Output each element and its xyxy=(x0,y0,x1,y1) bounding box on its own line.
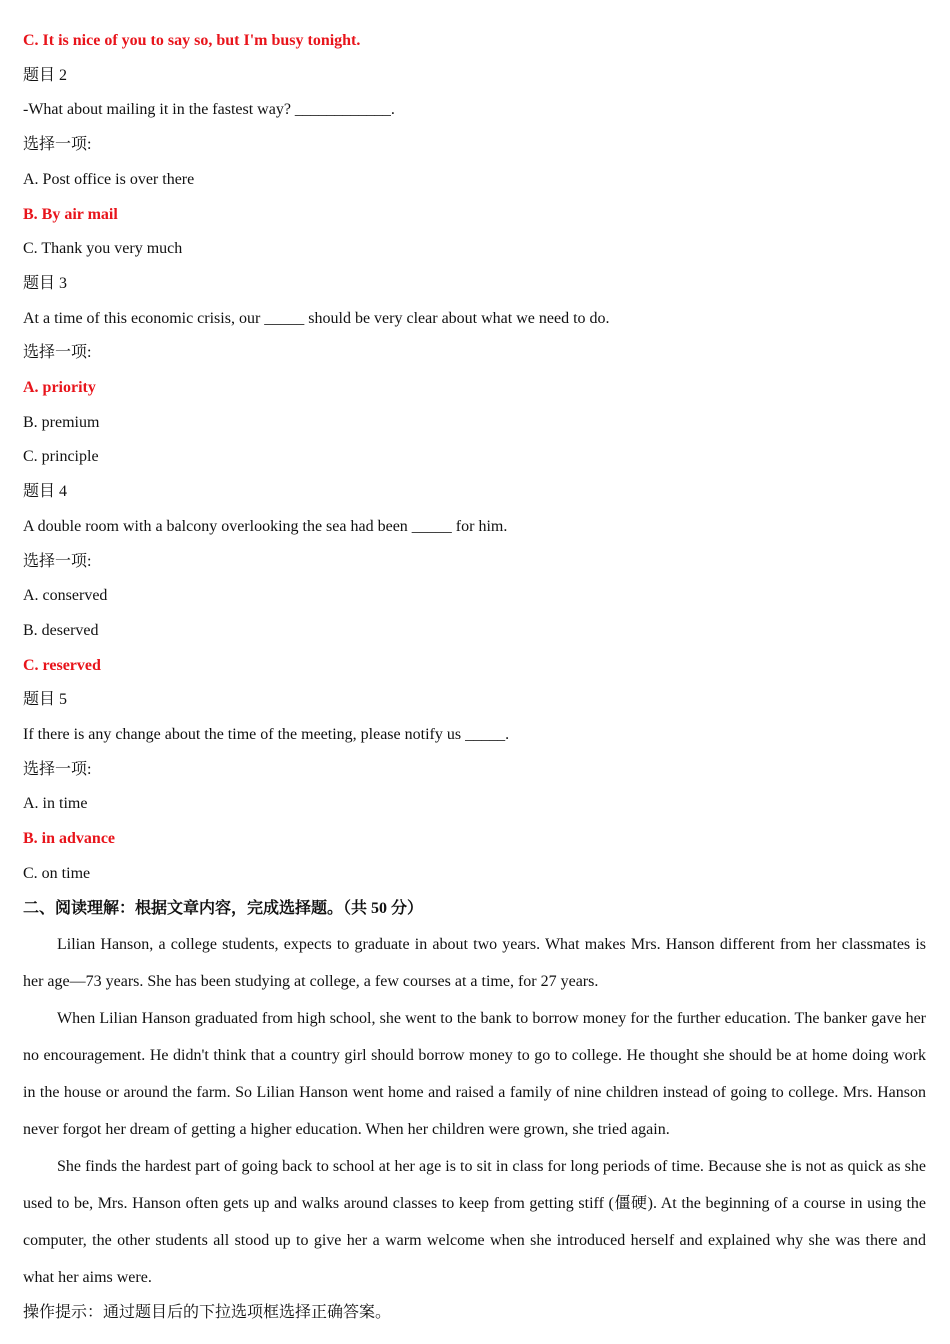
operation-hint: 操作提示：通过题目后的下拉选项框选择正确答案。 xyxy=(23,1304,392,1322)
q5-option-b-correct: B. in advance xyxy=(23,830,116,848)
q2-stem: -What about mailing it in the fastest way? ____________. xyxy=(23,101,395,119)
q2-option-c: C. Thank you very much xyxy=(23,240,183,258)
q4-option-a: A. conserved xyxy=(23,587,108,605)
q1-correct-option: C. It is nice of you to say so, but I'm busy tonight. xyxy=(23,32,361,49)
q5-stem: If there is any change about the time of the meeting, please notify us _____. xyxy=(23,726,510,744)
q5-label: 题目 5 xyxy=(23,691,68,709)
q3-label: 题目 3 xyxy=(23,274,68,292)
reading-paragraph-2: When Lilian Hanson graduated from high school, she went to the bank to borrow money for the further education. The banker gave her no encouragement. He didn't think that a country girl should borrow money to go to college. He thought she should be at home doing work in the house or around the farm. So Lilian Hanson went home and raised a family of nine children instead of going to college. Mrs. Hanson never forgot her dream of getting a higher education. When her children were grown, she tried again. xyxy=(23,1010,926,1139)
q4-label: 题目 4 xyxy=(23,483,68,501)
q5-prompt: 选择一项: xyxy=(23,760,92,778)
q2-option-a: A. Post office is over there xyxy=(23,170,195,188)
q5-option-c: C. on time xyxy=(23,864,91,882)
q3-option-c: C. principle xyxy=(23,448,99,466)
q4-option-c-correct: C. reserved xyxy=(23,656,101,674)
q2-option-b-correct: B. By air mail xyxy=(23,205,118,223)
reading-paragraph-3: She finds the hardest part of going back to school at her age is to sit in class for long periods of time. Because she is not as quick as she used to be, Mrs. Hanson often gets up and walks around classes to keep from getting stiff (僵硬). At the beginning of a course in using the computer, the other students all stood up to give her a warm welcome when she introduced herself and explained why she was there and what her aims were. xyxy=(23,1158,926,1287)
q4-prompt: 选择一项: xyxy=(23,552,92,570)
q3-prompt: 选择一项: xyxy=(23,344,92,362)
q2-label: 题目 2 xyxy=(23,66,68,84)
q2-prompt: 选择一项: xyxy=(23,136,92,154)
q4-option-b: B. deserved xyxy=(23,621,99,639)
q3-option-a-correct: A. priority xyxy=(23,379,96,397)
reading-paragraph-1: Lilian Hanson, a college students, expects to graduate in about two years. What makes Mrs. Hanson different from her classmates is her age—73 years. She has been studying at college, a few courses at a time, for 27 years. xyxy=(23,936,926,991)
q5-option-a: A. in time xyxy=(23,795,88,813)
document-page xyxy=(23,24,926,1331)
section2-heading: 二、阅读理解：根据文章内容，完成选择题。（共 50 分） xyxy=(23,899,424,917)
q3-option-b: B. premium xyxy=(23,413,100,431)
q3-stem: At a time of this economic crisis, our _____ should be very clear about what we need to do. xyxy=(23,309,610,327)
q4-stem: A double room with a balcony overlooking the sea had been _____ for him. xyxy=(23,517,508,535)
